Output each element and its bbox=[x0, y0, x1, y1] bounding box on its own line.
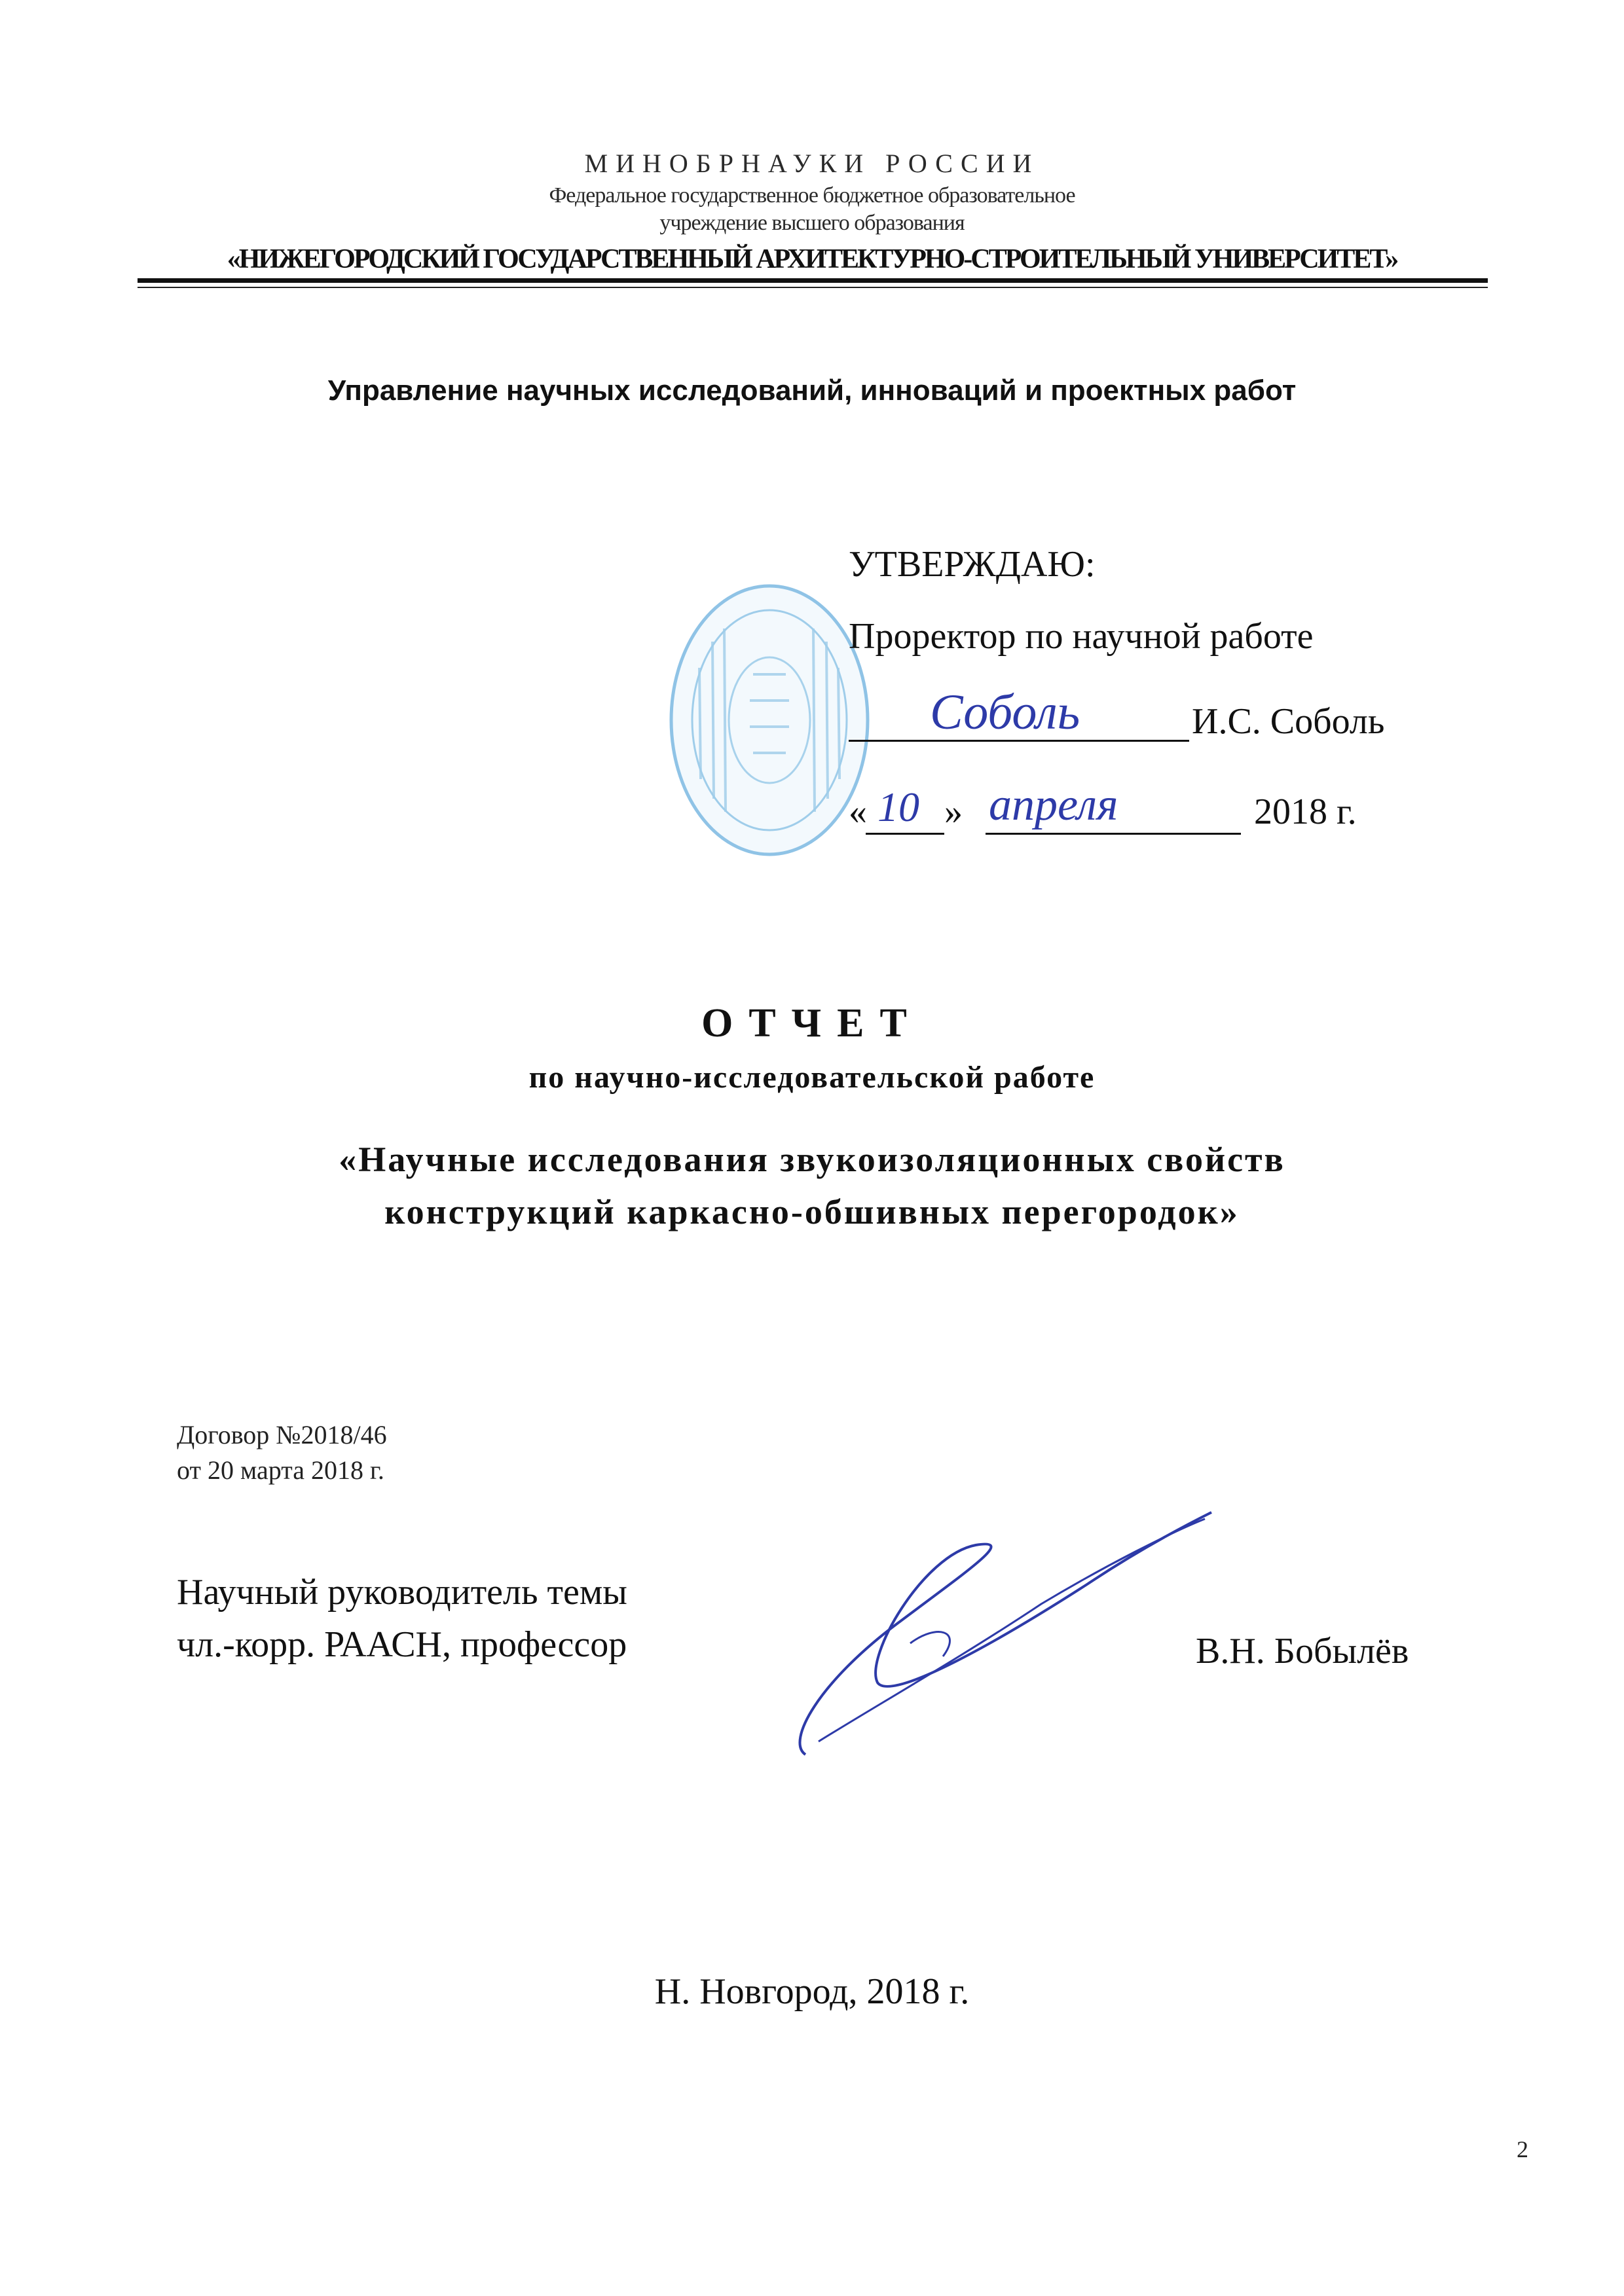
city-year: Н. Новгород, 2018 г. bbox=[654, 1971, 970, 2012]
university-name: «НИЖЕГОРОДСКИЙ ГОСУДАРСТВЕННЫЙ АРХИТЕКТУРНО-СТРОИТЕЛЬНЫЙ УНИВЕРСИТЕТ» bbox=[227, 244, 1397, 274]
approval-heading: УТВЕРЖДАЮ: bbox=[849, 544, 1096, 585]
approver-position: Проректор по научной работе bbox=[849, 616, 1314, 657]
federal-line-1: Федеральное государственное бюджетное образовательное bbox=[549, 183, 1075, 208]
date-quote-close: » bbox=[944, 792, 963, 832]
month-underline bbox=[986, 833, 1241, 835]
supervisor-signature-icon bbox=[779, 1493, 1225, 1768]
department-name: Управление научных исследований, инноваций и проектных работ bbox=[327, 374, 1297, 407]
seal-stamp-icon bbox=[661, 563, 877, 877]
approval-day: 10 bbox=[877, 784, 919, 830]
report-subtitle: по научно-исследовательской работе bbox=[528, 1060, 1096, 1095]
report-topic-line-1: «Научные исследования звукоизоляционных свойств bbox=[339, 1140, 1285, 1179]
ministry-name: МИНОБРНАУКИ РОССИИ bbox=[584, 149, 1040, 178]
supervisor-role-line-2: чл.-корр. РААСН, профессор bbox=[177, 1624, 627, 1665]
report-topic-line-2: конструкций каркасно-обшивных перегородок» bbox=[384, 1192, 1240, 1231]
contract-date: от 20 марта 2018 г. bbox=[177, 1455, 384, 1485]
header-divider-thin bbox=[138, 287, 1488, 288]
date-quote-open: « bbox=[849, 792, 867, 832]
approval-month: апреля bbox=[989, 780, 1118, 830]
approver-name: И.С. Соболь bbox=[1192, 701, 1385, 742]
approver-signature: Соболь bbox=[930, 685, 1080, 740]
signature-line bbox=[849, 740, 1189, 742]
report-title: ОТЧЕТ bbox=[701, 1001, 923, 1046]
supervisor-role-line-1: Научный руководитель темы bbox=[177, 1572, 627, 1613]
header-divider-thick bbox=[138, 278, 1488, 283]
federal-line-2: учреждение высшего образования bbox=[659, 211, 965, 235]
day-underline bbox=[866, 833, 944, 835]
page-number: 2 bbox=[1517, 2136, 1528, 2162]
supervisor-name: В.Н. Бобылёв bbox=[1196, 1631, 1409, 1671]
contract-number: Договор №2018/46 bbox=[177, 1420, 387, 1449]
approval-year: 2018 г. bbox=[1254, 792, 1357, 832]
